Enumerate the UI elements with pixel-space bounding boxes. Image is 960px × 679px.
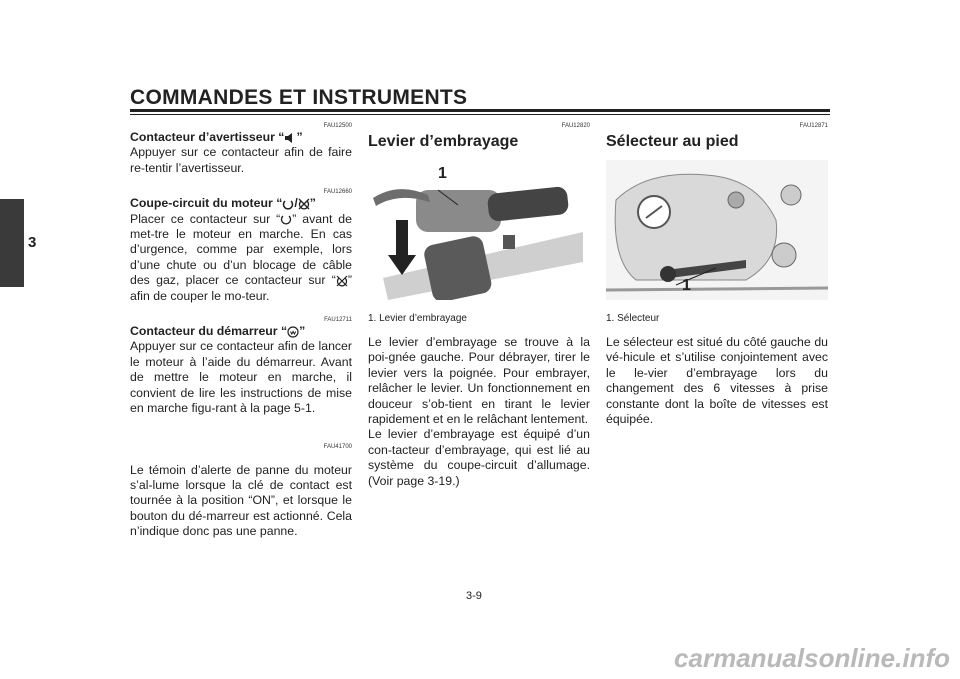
horn-text: Appuyer sur ce contacteur afin de faire re-tentir l’avertisseur. (130, 145, 352, 175)
ref-code: FAU12711 (324, 317, 352, 324)
section-title-starter: Contacteur du démarreur “ ” (130, 324, 306, 339)
figure-callout: 1 (438, 165, 447, 182)
watermark: carmanualsonline.info (674, 643, 950, 673)
ref-code: FAU12871 (799, 123, 828, 129)
starter-icon (287, 326, 299, 338)
warning-light-text: Le témoin d’alerte de panne du moteur s’al-lume lorsque la clé de contact est tournée à la position “ON”, et lorsque le bouton du dé-marreur est actionné. Cela n’indique donc pas une panne. (130, 462, 352, 539)
shift-pedal-figure (606, 160, 828, 300)
section-title-shift-pedal: Sélecteur au pied (606, 133, 739, 150)
figure-callout: 1 (682, 277, 691, 294)
header-rule-thin (130, 114, 830, 115)
engine-stop-icon (336, 275, 348, 287)
kill-switch-text: Placer ce contacteur sur “ ” avant de met-tre le moteur en marche. En cas d’urgence, comme par exemple, lors d’une chute ou d’un blocage de câble des gaz, placer ce contacteur sur “ ” afin de couper le mo-teur. (130, 211, 352, 303)
clutch-text-1: Le levier d’embrayage se trouve à la poi-gnée gauche. Pour débrayer, tirer le levier vers la poignée. Pour embrayer, relâcher le levier. Un fonctionnement en douceur s’ob-tient en tirant le levier rapidement et en le relâchant lentement. (368, 335, 590, 427)
ref-code: FAU12820 (561, 123, 590, 129)
ref-code: FAU41700 (323, 443, 352, 450)
section-title-clutch: Levier d’embrayage (368, 133, 519, 150)
page-header-title: COMMANDES ET INSTRUMENTS (130, 86, 468, 109)
figure-caption: 1. Sélecteur (606, 313, 660, 324)
clutch-lever-illustration (368, 160, 590, 300)
shift-pedal-text: Le sélecteur est situé du côté gauche du vé-hicule et s’utilise conjointement avec le le-vier d’embrayage lors du changement des 6 vitesses à prise constante dont la boîte de vitesses est équipée. (606, 335, 828, 427)
clutch-text-2: Le levier d’embrayage est équipé d’un con-tacteur d’embrayage, qui est lié au système du coupe-circuit d’allumage. (Voir page 3-19.) (368, 427, 590, 488)
column-left (130, 122, 352, 540)
clutch-lever-figure (368, 160, 590, 300)
figure-caption: 1. Levier d’embrayage (368, 313, 467, 324)
engine-run-icon (280, 213, 292, 225)
ref-code: FAU12660 (323, 189, 352, 196)
horn-icon (284, 132, 296, 144)
header-rule (130, 109, 830, 112)
starter-text: Appuyer sur ce contacteur afin de lancer le moteur à l’aide du démarreur. Avant de mettre le moteur en marche, il convient de lire les instructions de mise en marche figu-rant à la page 5-1. (130, 339, 352, 416)
section-title-kill-switch: Coupe-circuit du moteur “ / ” (130, 196, 316, 211)
engine-run-icon (282, 198, 294, 210)
section-title-horn: Contacteur d’avertisseur “ ” (130, 130, 303, 144)
shift-pedal-illustration (606, 160, 828, 300)
engine-stop-icon (298, 198, 310, 210)
column-right (606, 122, 828, 427)
column-middle (368, 122, 590, 489)
chapter-number: 3 (28, 234, 37, 251)
page-number: 3-9 (466, 590, 482, 602)
ref-code: FAU12500 (323, 123, 352, 129)
chapter-tab (0, 199, 24, 287)
